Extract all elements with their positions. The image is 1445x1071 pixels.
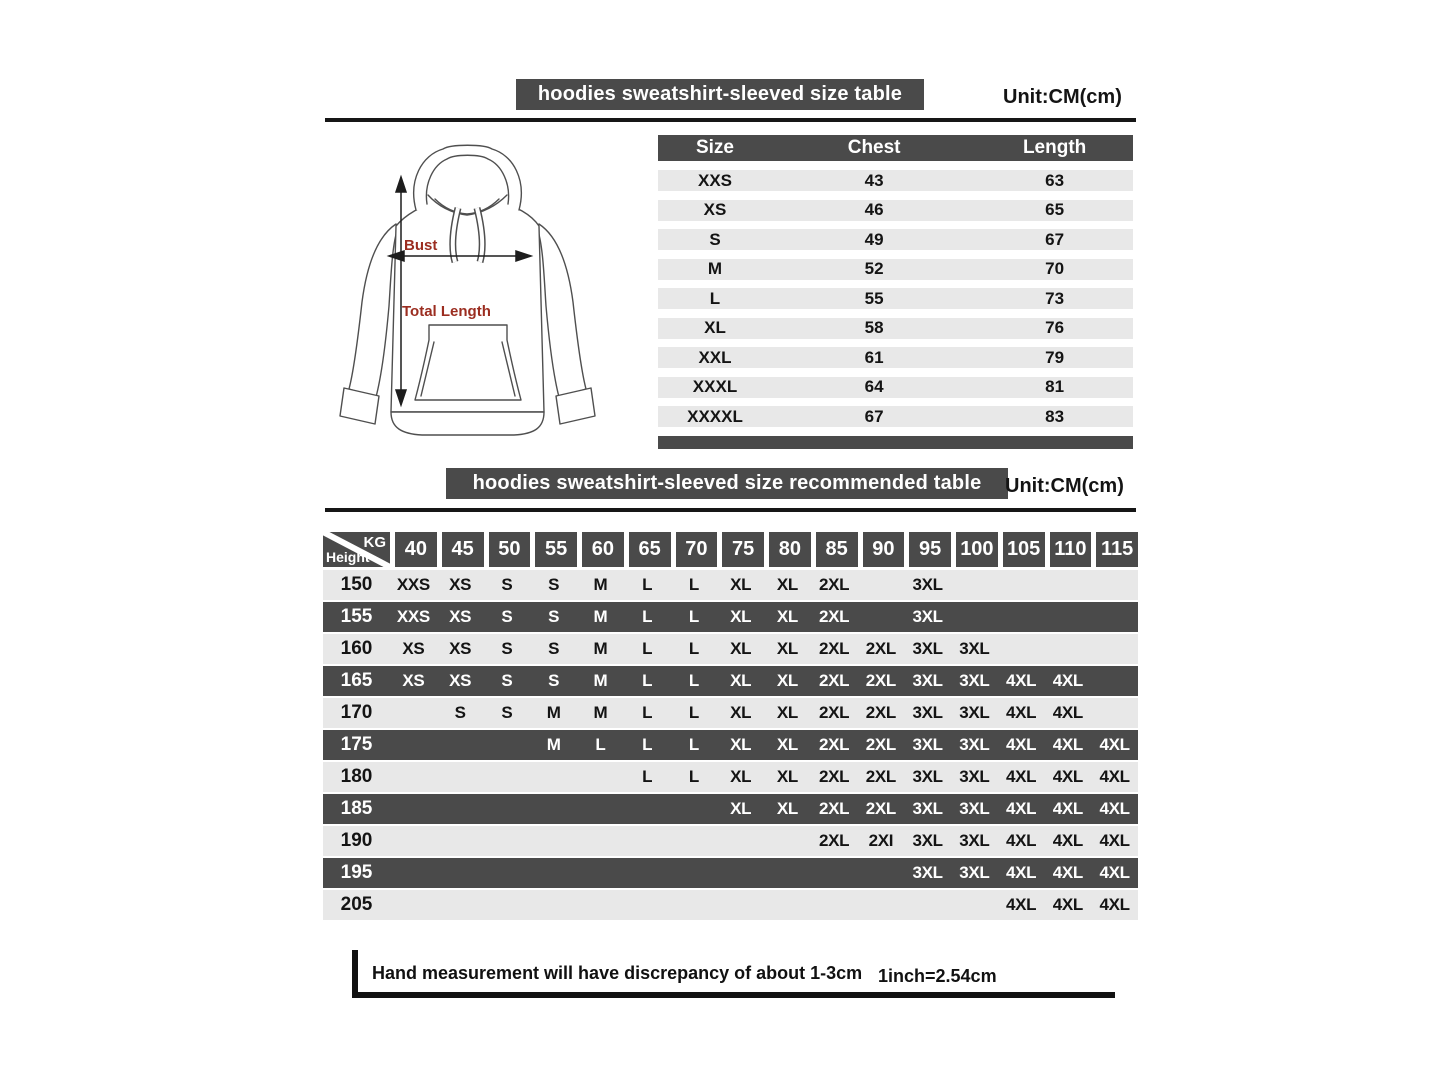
size-recommendation-cell: XS — [449, 575, 472, 594]
size-recommendation-cell: 3XL — [912, 607, 943, 626]
size-recommendation-cell: 4XL — [1005, 767, 1037, 786]
size-table-title-bar — [516, 79, 924, 110]
footer-left-bar — [352, 950, 358, 998]
recommended-row — [323, 730, 1138, 760]
size-recommendation-cell: S — [454, 703, 466, 722]
size-cell: XXS — [697, 170, 733, 190]
length-cell: 83 — [1045, 406, 1065, 426]
size-recommendation-cell: 4XL — [1005, 735, 1037, 754]
kg-corner-label: KG — [363, 534, 386, 551]
size-recommendation-cell: XL — [730, 607, 752, 626]
size-recommendation-cell: 4XL — [1099, 799, 1130, 818]
recommended-row — [323, 762, 1138, 792]
size-recommendation-cell: 2XL — [865, 671, 897, 690]
size-recommendation-cell: S — [548, 639, 560, 658]
size-recommendation-cell: 3XL — [912, 639, 943, 658]
top-divider-line — [325, 118, 1136, 122]
right-sleeve — [537, 224, 586, 397]
size-recommendation-cell: XXS — [396, 575, 430, 594]
recommended-table-title-bar — [446, 468, 1008, 499]
recommended-row — [323, 634, 1138, 664]
height-row-label: 205 — [340, 894, 373, 915]
size-recommendation-cell: L — [688, 639, 699, 658]
size-recommendation-cell: 4XL — [1005, 703, 1037, 722]
height-row-label: 180 — [340, 766, 373, 787]
height-row-label: 150 — [340, 574, 373, 595]
size-recommendation-cell: 3XL — [912, 831, 943, 850]
size-recommendation-cell: S — [501, 671, 513, 690]
size-recommendation-cell: L — [688, 703, 699, 722]
height-row-label: 190 — [340, 830, 373, 851]
kg-header-cell: 40 — [395, 532, 437, 567]
size-recommendation-cell: 2XL — [865, 639, 897, 658]
size-recommendation-cell: 3XL — [959, 671, 990, 690]
size-recommendation-cell: 3XL — [959, 799, 990, 818]
inch-conversion-note: 1inch=2.54cm — [878, 966, 997, 986]
size-table-body — [658, 170, 1133, 427]
size-table-row — [658, 377, 1133, 398]
size-recommendation-cell: L — [688, 767, 699, 786]
size-recommendation-cell: XL — [776, 703, 798, 722]
kg-header-cell: 75 — [722, 532, 764, 567]
size-table-row — [658, 318, 1133, 339]
recommended-row — [323, 890, 1138, 920]
size-recommendation-cell: XL — [776, 767, 798, 786]
size-recommendation-cell: 2XL — [865, 799, 897, 818]
length-column-header: Length — [1022, 137, 1087, 158]
size-recommendation-cell: 3XL — [912, 703, 943, 722]
kg-header-cell: 80 — [769, 532, 811, 567]
kg-header-cell: 90 — [863, 532, 905, 567]
recommended-row — [323, 666, 1138, 696]
size-recommendation-cell: 2XL — [818, 575, 850, 594]
size-recommendation-cell: XL — [730, 575, 752, 594]
kg-header-cell: 70 — [676, 532, 718, 567]
size-cell: L — [709, 288, 721, 308]
size-recommendation-cell: 4XL — [1005, 671, 1037, 690]
unit-label-top: Unit:CM(cm) — [1003, 86, 1122, 108]
size-column-header: Size — [695, 137, 735, 158]
left-sleeve — [349, 224, 398, 397]
size-recommendation-cell: 3XL — [959, 863, 990, 882]
size-recommendation-cell: 2XL — [818, 799, 850, 818]
total-length-label: Total Length — [402, 303, 491, 320]
size-recommendation-cell: XL — [730, 639, 752, 658]
size-recommendation-cell: XS — [402, 671, 425, 690]
size-recommendation-cell: L — [642, 575, 653, 594]
size-table-row — [658, 406, 1133, 427]
kg-header-cell: 65 — [629, 532, 671, 567]
size-recommendation-cell: 3XL — [959, 831, 990, 850]
size-recommendation-cell: 2XL — [818, 607, 850, 626]
hem-band — [391, 412, 544, 435]
size-recommendation-cell: XL — [730, 703, 752, 722]
size-recommendation-cell: XS — [449, 671, 472, 690]
size-table-header-row — [658, 135, 1133, 161]
size-recommendation-cell: 2XL — [818, 703, 850, 722]
size-recommendation-cell: XL — [730, 799, 752, 818]
size-recommendation-cell: 2XL — [818, 831, 850, 850]
size-table-row — [658, 288, 1133, 309]
recommended-row — [323, 698, 1138, 728]
size-recommendation-cell: S — [501, 607, 513, 626]
size-recommendation-cell: XL — [730, 767, 752, 786]
size-recommendation-cell: 4XL — [1099, 735, 1130, 754]
size-cell: XS — [703, 200, 727, 219]
size-table-row — [658, 229, 1133, 250]
size-recommendation-cell: L — [688, 607, 699, 626]
size-recommendation-cell: XL — [776, 639, 798, 658]
kg-header-cell: 100 — [956, 532, 998, 567]
size-recommendation-cell: 2XI — [868, 831, 894, 850]
height-row-label: 170 — [340, 702, 373, 723]
size-cell: XL — [704, 318, 726, 337]
recommended-row — [323, 570, 1138, 600]
size-recommendation-cell: S — [501, 639, 513, 658]
recommended-table-title: hoodies sweatshirt-sleeved size recommended table — [472, 472, 982, 494]
chest-cell: 61 — [864, 347, 884, 367]
length-cell: 67 — [1045, 229, 1065, 249]
chest-cell: 52 — [864, 259, 884, 278]
size-recommendation-cell: 4XL — [1052, 799, 1084, 818]
size-recommendation-cell: 3XL — [959, 735, 990, 754]
size-recommendation-cell: XL — [776, 799, 798, 818]
length-cell: 65 — [1045, 200, 1065, 219]
size-recommendation-cell: M — [593, 639, 608, 658]
size-recommendation-cell: 4XL — [1052, 831, 1084, 850]
size-recommendation-cell: 4XL — [1099, 831, 1130, 850]
size-recommendation-cell: L — [642, 671, 653, 690]
recommended-table — [323, 532, 1138, 922]
chest-cell: 67 — [864, 406, 884, 426]
chest-cell: 58 — [864, 318, 884, 337]
size-recommendation-cell: 2XL — [818, 639, 850, 658]
size-recommendation-cell: 3XL — [912, 575, 943, 594]
size-recommendation-cell: M — [546, 735, 561, 754]
size-cell: S — [709, 229, 721, 249]
size-table-row — [658, 259, 1133, 280]
size-recommendation-cell: XXS — [396, 607, 430, 626]
size-recommendation-cell: 3XL — [912, 671, 943, 690]
size-recommendation-cell: S — [501, 703, 513, 722]
size-cell: M — [707, 259, 723, 278]
length-cell: 79 — [1045, 347, 1065, 367]
size-recommendation-cell: 3XL — [912, 735, 943, 754]
size-recommendation-cell: 2XL — [818, 671, 850, 690]
kg-header-cell: 115 — [1096, 532, 1138, 567]
size-recommendation-cell: 4XL — [1005, 895, 1037, 914]
height-corner-label: Height — [326, 549, 370, 565]
size-recommendation-cell: 4XL — [1099, 895, 1130, 914]
length-cell: 76 — [1045, 318, 1065, 337]
size-recommendation-cell: 4XL — [1052, 895, 1084, 914]
kg-header-cell: 50 — [489, 532, 531, 567]
size-recommendation-cell: 2XL — [865, 735, 897, 754]
size-cell: XXXXL — [687, 406, 743, 426]
size-recommendation-cell: L — [642, 639, 653, 658]
size-recommendation-cell: M — [593, 575, 608, 594]
kg-header-cell: 95 — [909, 532, 951, 567]
height-row-label: 165 — [340, 670, 373, 691]
size-recommendation-cell: XS — [449, 607, 472, 626]
size-recommendation-cell: 2XL — [865, 703, 897, 722]
size-table-row — [658, 347, 1133, 368]
chest-cell: 64 — [864, 377, 884, 396]
size-recommendation-cell: S — [548, 575, 560, 594]
size-table — [658, 135, 1133, 449]
size-recommendation-cell: 4XL — [1099, 863, 1130, 882]
recommended-row — [323, 858, 1138, 888]
size-recommendation-cell: 4XL — [1005, 799, 1037, 818]
size-recommendation-cell: S — [548, 671, 560, 690]
size-recommendation-cell: 4XL — [1052, 767, 1084, 786]
kg-header-cell: 105 — [1003, 532, 1045, 567]
size-recommendation-cell: 4XL — [1052, 735, 1084, 754]
size-recommendation-cell: M — [593, 607, 608, 626]
size-cell: XXL — [698, 347, 732, 367]
length-cell: 73 — [1045, 288, 1065, 308]
measurement-discrepancy-note: Hand measurement will have discrepancy of about 1-3cm — [372, 963, 863, 983]
size-table-bottom-bar — [658, 436, 1133, 449]
size-recommendation-cell: L — [688, 575, 699, 594]
size-recommendation-cell: M — [593, 671, 608, 690]
size-recommendation-cell: 4XL — [1005, 831, 1037, 850]
size-recommendation-cell: 3XL — [912, 799, 943, 818]
size-recommendation-cell: XS — [449, 639, 472, 658]
chest-cell: 46 — [864, 200, 884, 219]
size-recommendation-cell: 3XL — [959, 703, 990, 722]
size-recommendation-cell: 4XL — [1099, 767, 1130, 786]
size-recommendation-cell: S — [548, 607, 560, 626]
size-recommendation-cell: XL — [730, 735, 752, 754]
size-recommendation-cell: XS — [402, 639, 425, 658]
size-recommendation-cell: 2XL — [818, 735, 850, 754]
kg-header-cell: 45 — [442, 532, 484, 567]
kangaroo-pocket — [415, 325, 521, 400]
size-recommendation-cell: L — [642, 703, 653, 722]
size-recommendation-cell: L — [642, 607, 653, 626]
size-recommendation-cell: 3XL — [912, 863, 943, 882]
size-recommendation-cell: L — [642, 735, 653, 754]
size-recommendation-cell: L — [642, 767, 653, 786]
bust-label: Bust — [404, 237, 438, 254]
chest-cell: 43 — [864, 170, 884, 190]
unit-label-bottom: Unit:CM(cm) — [1005, 475, 1124, 497]
height-row-label: 175 — [340, 734, 373, 755]
recommended-table-body — [323, 570, 1138, 920]
size-recommendation-cell: XL — [730, 671, 752, 690]
size-recommendation-cell: XL — [776, 607, 798, 626]
chest-column-header: Chest — [847, 137, 901, 158]
recommended-row — [323, 602, 1138, 632]
kg-header-cell: 55 — [535, 532, 577, 567]
recommended-table-header-row — [323, 532, 1138, 567]
kg-header-cell: 60 — [582, 532, 624, 567]
kg-header-cell: 85 — [816, 532, 858, 567]
size-recommendation-cell: 4XL — [1052, 671, 1084, 690]
size-recommendation-cell: L — [688, 735, 699, 754]
length-cell: 81 — [1045, 377, 1065, 396]
size-recommendation-cell: 4XL — [1005, 863, 1037, 882]
chest-cell: 55 — [864, 288, 884, 308]
height-row-label: 195 — [340, 862, 373, 883]
size-recommendation-cell: L — [688, 671, 699, 690]
middle-divider-line — [325, 508, 1136, 512]
height-row-label: 185 — [340, 798, 373, 819]
chest-cell: 49 — [864, 229, 884, 249]
size-table-row — [658, 200, 1133, 221]
height-row-label: 155 — [340, 606, 373, 627]
recommended-row — [323, 794, 1138, 824]
size-recommendation-cell: M — [546, 703, 561, 722]
size-table-row — [658, 170, 1133, 191]
recommended-row — [323, 826, 1138, 856]
length-cell: 70 — [1045, 259, 1065, 278]
size-recommendation-cell: L — [595, 735, 606, 754]
size-table-title: hoodies sweatshirt-sleeved size table — [537, 83, 903, 105]
size-cell: XXXL — [692, 377, 738, 396]
length-cell: 63 — [1045, 170, 1065, 190]
size-recommendation-cell: 3XL — [959, 767, 990, 786]
size-recommendation-cell: 2XL — [865, 767, 897, 786]
size-recommendation-cell: 4XL — [1052, 703, 1084, 722]
size-recommendation-cell: 3XL — [959, 639, 990, 658]
size-recommendation-cell: 3XL — [912, 767, 943, 786]
size-recommendation-cell: M — [593, 703, 608, 722]
footer-underline — [352, 992, 1115, 998]
size-recommendation-cell: 4XL — [1052, 863, 1084, 882]
size-recommendation-cell: XL — [776, 575, 798, 594]
size-recommendation-cell: S — [501, 575, 513, 594]
size-recommendation-cell: XL — [776, 735, 798, 754]
size-recommendation-cell: 2XL — [818, 767, 850, 786]
height-row-label: 160 — [340, 638, 373, 659]
length-arrow-top — [396, 177, 406, 192]
hoodie-measurement-diagram — [330, 140, 605, 460]
kg-height-corner-cell — [323, 532, 390, 567]
kg-header-cell: 110 — [1050, 532, 1092, 567]
size-recommendation-cell: XL — [776, 671, 798, 690]
